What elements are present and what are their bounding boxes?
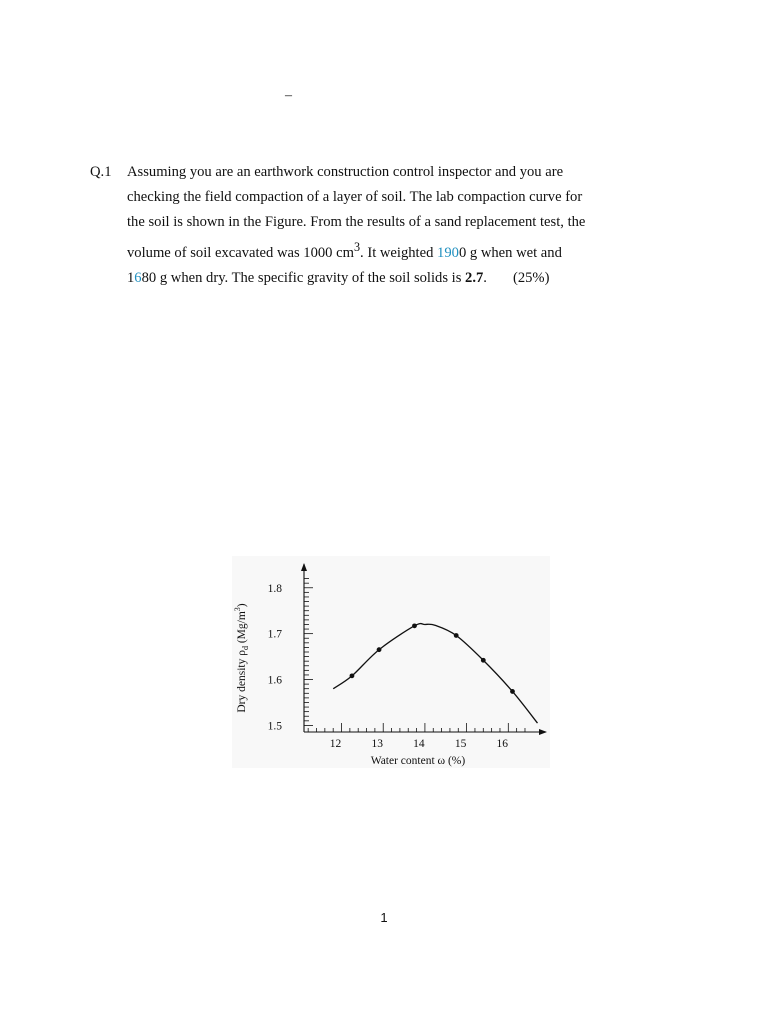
question-line-5 [127,266,647,291]
question-line-4 [127,235,647,266]
y-tick-label: 1.7 [267,628,282,641]
x-tick-label: 13 [371,738,383,750]
x-tick-label: 12 [329,738,342,750]
highlighted-value-dry: 6 [134,269,142,286]
x-tick-label: 14 [413,738,425,750]
data-point [454,633,459,638]
data-point [481,658,486,663]
compaction-chart [232,556,550,768]
question-text [127,160,647,291]
y-label-subscript: d [241,646,250,651]
y-tick-label: 1.6 [267,674,282,687]
y-label-close: ) [236,603,248,608]
line5-text-c: . [483,269,487,286]
highlighted-value-wet: 190 [437,244,459,261]
compaction-curve-figure [232,556,550,768]
question-line-1: Assuming you are an earthwork construction control inspector and you are [127,164,564,180]
y-tick-label: 1.8 [267,582,282,595]
line4-text-a: volume of soil excavated was 1000 cm [127,244,354,261]
data-point [412,623,417,628]
line5-text-a: 1 [127,269,135,286]
data-point [510,689,515,694]
y-tick-label: 1.5 [267,720,282,733]
line4-text-b: . It weighted [360,244,438,261]
line4-text-c: 0 g when wet and [458,244,562,261]
data-point [350,673,355,678]
line5-text-b: 80 g when dry. The specific gravity of the soil solids is [141,269,466,286]
x-tick-label: 16 [496,738,509,750]
question-number: Q.1 [90,164,112,180]
data-point [377,647,382,652]
y-label-superscript: 3 [233,607,242,612]
specific-gravity-value: 2.7 [465,269,484,286]
y-label-main: Dry density ρ [236,650,248,713]
cubic-superscript: 3 [353,240,361,254]
question-line-2: checking the field compaction of a layer of soil. The lab compaction curve for [127,189,583,205]
compaction-curve-line [333,624,537,724]
question-weight: (25%) [512,269,550,286]
page-number: 1 [380,910,388,925]
question-line-3: the soil is shown in the Figure. From the results of a sand replacement test, the [127,214,586,230]
x-axis-label: Water content ω (%) [370,755,466,767]
x-tick-label: 15 [454,738,467,750]
y-axis-label [233,603,250,712]
y-label-unit: (Mg/m [236,611,248,647]
header-dash: – [285,88,292,103]
